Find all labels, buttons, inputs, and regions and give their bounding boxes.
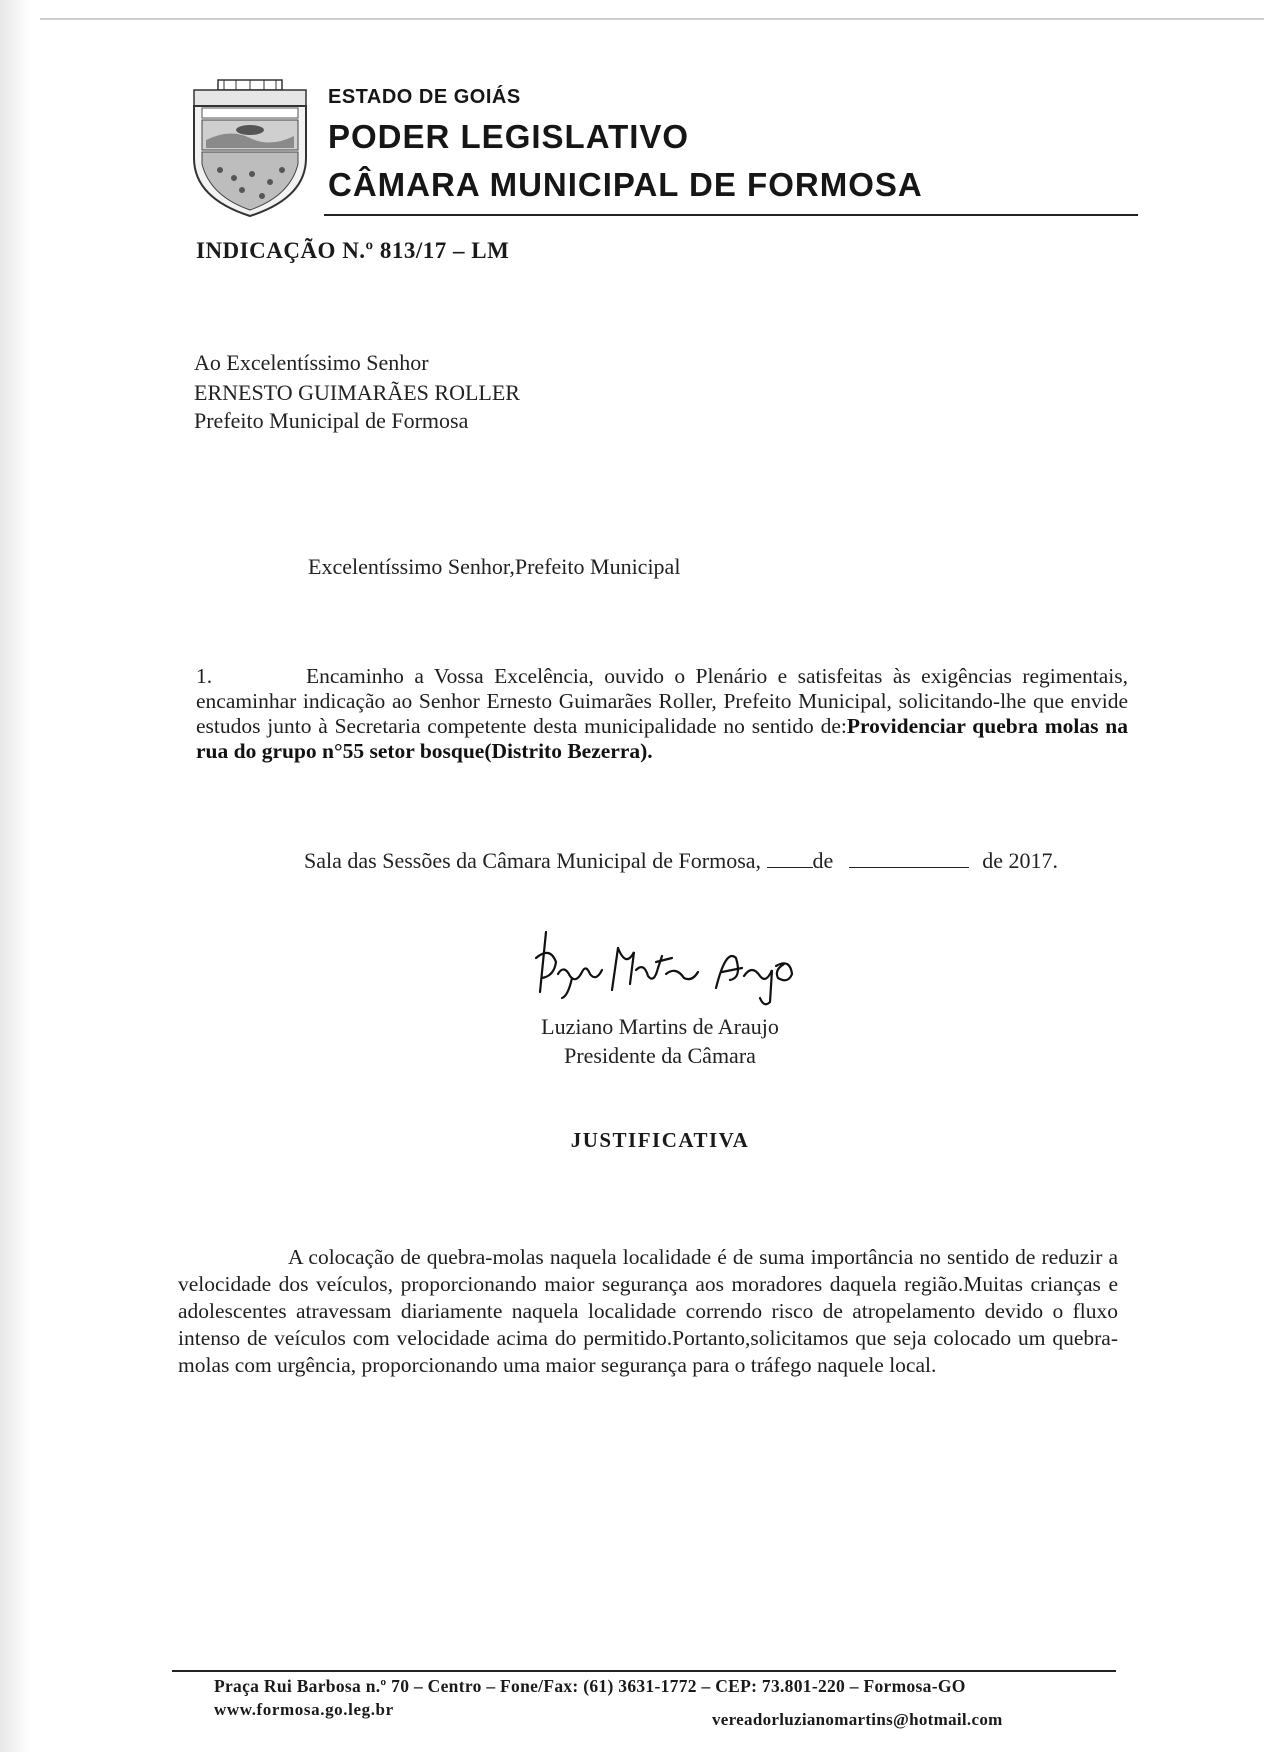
footer-email: vereadorluzianomartins@hotmail.com [712, 1710, 1003, 1729]
header-state: ESTADO DE GOIÁS [328, 86, 521, 108]
justificativa-title: JUSTIFICATIVA [570, 1128, 750, 1152]
footer-website: www.formosa.go.leg.br [214, 1700, 394, 1719]
scan-top-line [40, 18, 1264, 20]
header-divider [324, 214, 1138, 216]
salutation: Excelentíssimo Senhor,Prefeito Municipal [308, 554, 681, 579]
footer-address: Praça Rui Barbosa n.º 70 – Centro – Fone/Fax: (61) 3631-1772 – CEP: 73.801-220 – Formosa-GO [214, 1676, 966, 1696]
sala-prefix: Sala das Sessões da Câmara Municipal de Formosa, [304, 848, 762, 873]
paragraph-bold-request: Providenciar quebra molas na rua do grupo n°55 setor bosque(Distrito Bezerra). [196, 714, 1128, 763]
month-blank [849, 849, 969, 868]
sala-de: de [812, 848, 834, 873]
paragraph-number: 1. [196, 664, 213, 688]
header-power: PODER LEGISLATIVO [328, 118, 690, 155]
sala-suffix: de 2017. [982, 848, 1059, 873]
justificativa-text: A colocação de quebra-molas naquela localidade é de suma importância no sentido de reduzir a velocidade dos veículos, proporcionando maior segurança aos moradores daquela região.Muitas crianças e adolescentes atravessam diariamente naquela localidade correndo risco de atropelamento devido o fluxo intenso de veículos com velocidade acima do permitido.Portanto,solicitamos que seja colocado um quebra-molas com urgência, proporcionando uma maior segurança para o tráfego naquele local. [178, 1245, 1118, 1377]
paragraph-text: Encaminho a Vossa Excelência, ouvido o Plenário e satisfeitas às exigências regimentais, encaminhar indicação ao Senhor Ernesto Guimarães Roller, Prefeito Municipal, solicitando-lhe que envide estudos junto à Secretaria competente desta municipalidade no sentido de: [196, 664, 1128, 738]
addressee-line-3: Prefeito Municipal de Formosa [194, 408, 469, 433]
municipal-crest-logo [190, 78, 310, 218]
request-paragraph [196, 664, 1128, 764]
header-chamber: CÂMARA MUNICIPAL DE FORMOSA [328, 166, 923, 203]
day-blank [767, 849, 813, 868]
indicacao-number: INDICAÇÃO N.º 813/17 – LM [196, 238, 510, 263]
addressee-line-2: ERNESTO GUIMARÃES ROLLER [194, 380, 520, 405]
handwritten-signature [516, 918, 806, 1014]
footer-divider [172, 1670, 1116, 1672]
signer-role: Presidente da Câmara [564, 1043, 756, 1068]
session-date-line [304, 848, 1058, 874]
scan-edge-shadow [0, 0, 30, 1752]
addressee-line-1: Ao Excelentíssimo Senhor [194, 350, 429, 375]
signer-name: Luziano Martins de Araujo [541, 1014, 779, 1039]
